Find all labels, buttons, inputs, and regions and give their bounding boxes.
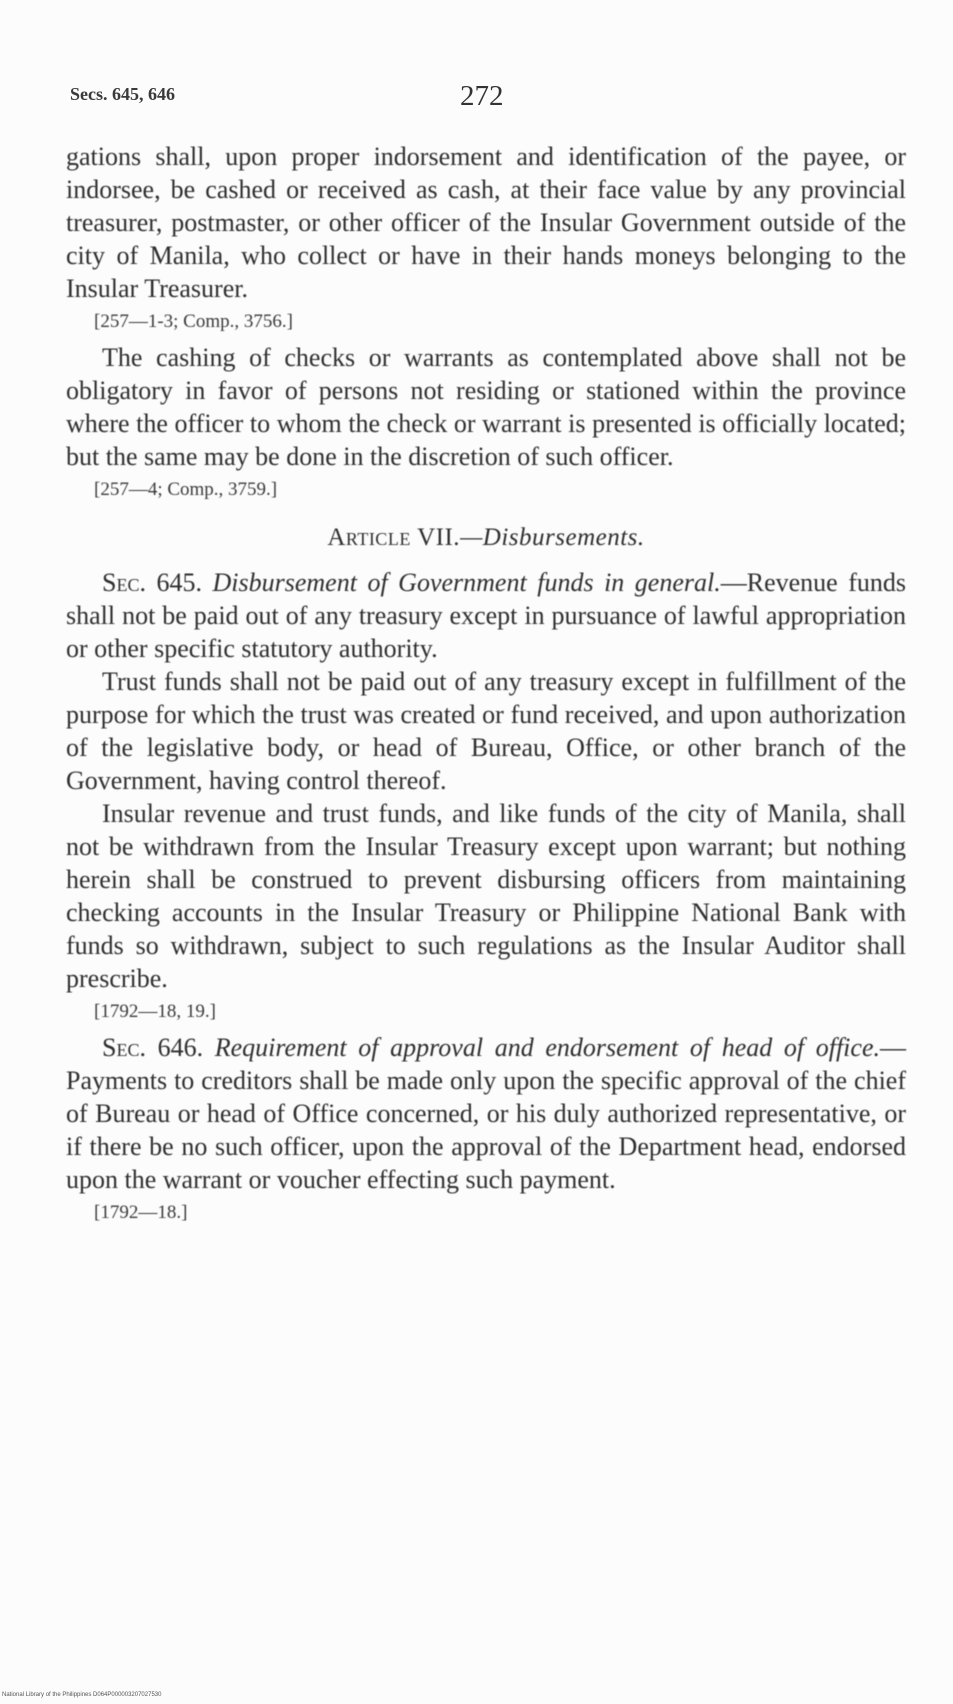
article-heading [66,521,906,554]
paragraph: Trust funds shall not be paid out of any treasury except in fulfillment of the purpose for which the trust was created or fund received, and upon authorization of the legislative body, or head of Bureau, Office, or other branch of the Government, having control thereof. [66,667,906,795]
section-text: —Payments to creditors shall be made only upon the specific approval of the chief of Bureau or head of Office concerned, or his duly authorized representative, or if there be no such officer, upon the approval of the Department head, endorsed upon the warrant or voucher effecting such payment. [66,1033,906,1194]
article-label: Article VII. [327,524,461,551]
section-646 [66,1031,906,1196]
section-label: Sec. 646. [102,1033,204,1062]
page-body [66,140,906,1232]
page-header [70,80,910,120]
section-title: Requirement of approval and endorsement of head of office. [214,1033,880,1062]
paragraph: Insular revenue and trust funds, and like funds of the city of Manila, shall not be withdrawn from the Insular Treasury except upon warrant; but nothing herein shall be construed to prevent disbursing officers from maintaining checking accounts in the Insular Treasury or Philippine National Bank with funds so withdrawn, subject to such regulations as the Insular Auditor shall prescribe. [66,799,906,993]
page-number: 272 [460,80,504,112]
section-645 [66,566,906,665]
citation: [1792—18.] [94,1202,188,1223]
article-title: —Disbursements. [460,524,645,551]
paragraph: The cashing of checks or warrants as contemplated above shall not be obligatory in favor of persons not residing or stationed within the province where the officer to whom the check or warrant is presented is officially located; but the same may be done in the discretion of such officer. [66,343,906,471]
paragraph-continuation: gations shall, upon proper indorsement and identification of the payee, or indorsee, be cashed or received as cash, at their face value by any provincial treasurer, postmaster, or other officer of the Insular Government outside of the city of Manila, who collect or have in their hands moneys belonging to the Insular Treasurer. [66,142,906,303]
section-text: —Revenue funds shall not be paid out of any treasury except in pursuance of lawful appropriation or other specific statutory authority. [66,568,906,663]
section-label: Sec. 645. [102,568,202,597]
citation: [257—4; Comp., 3759.] [94,479,278,500]
running-head: Secs. 645, 646 [70,84,175,104]
citation: [1792—18, 19.] [94,1001,216,1022]
scan-credit: National Library of the Philippines D064P000003207027530 [2,1692,162,1698]
section-title: Disbursement of Government funds in general. [212,568,721,597]
citation: [257—1-3; Comp., 3756.] [94,311,293,332]
